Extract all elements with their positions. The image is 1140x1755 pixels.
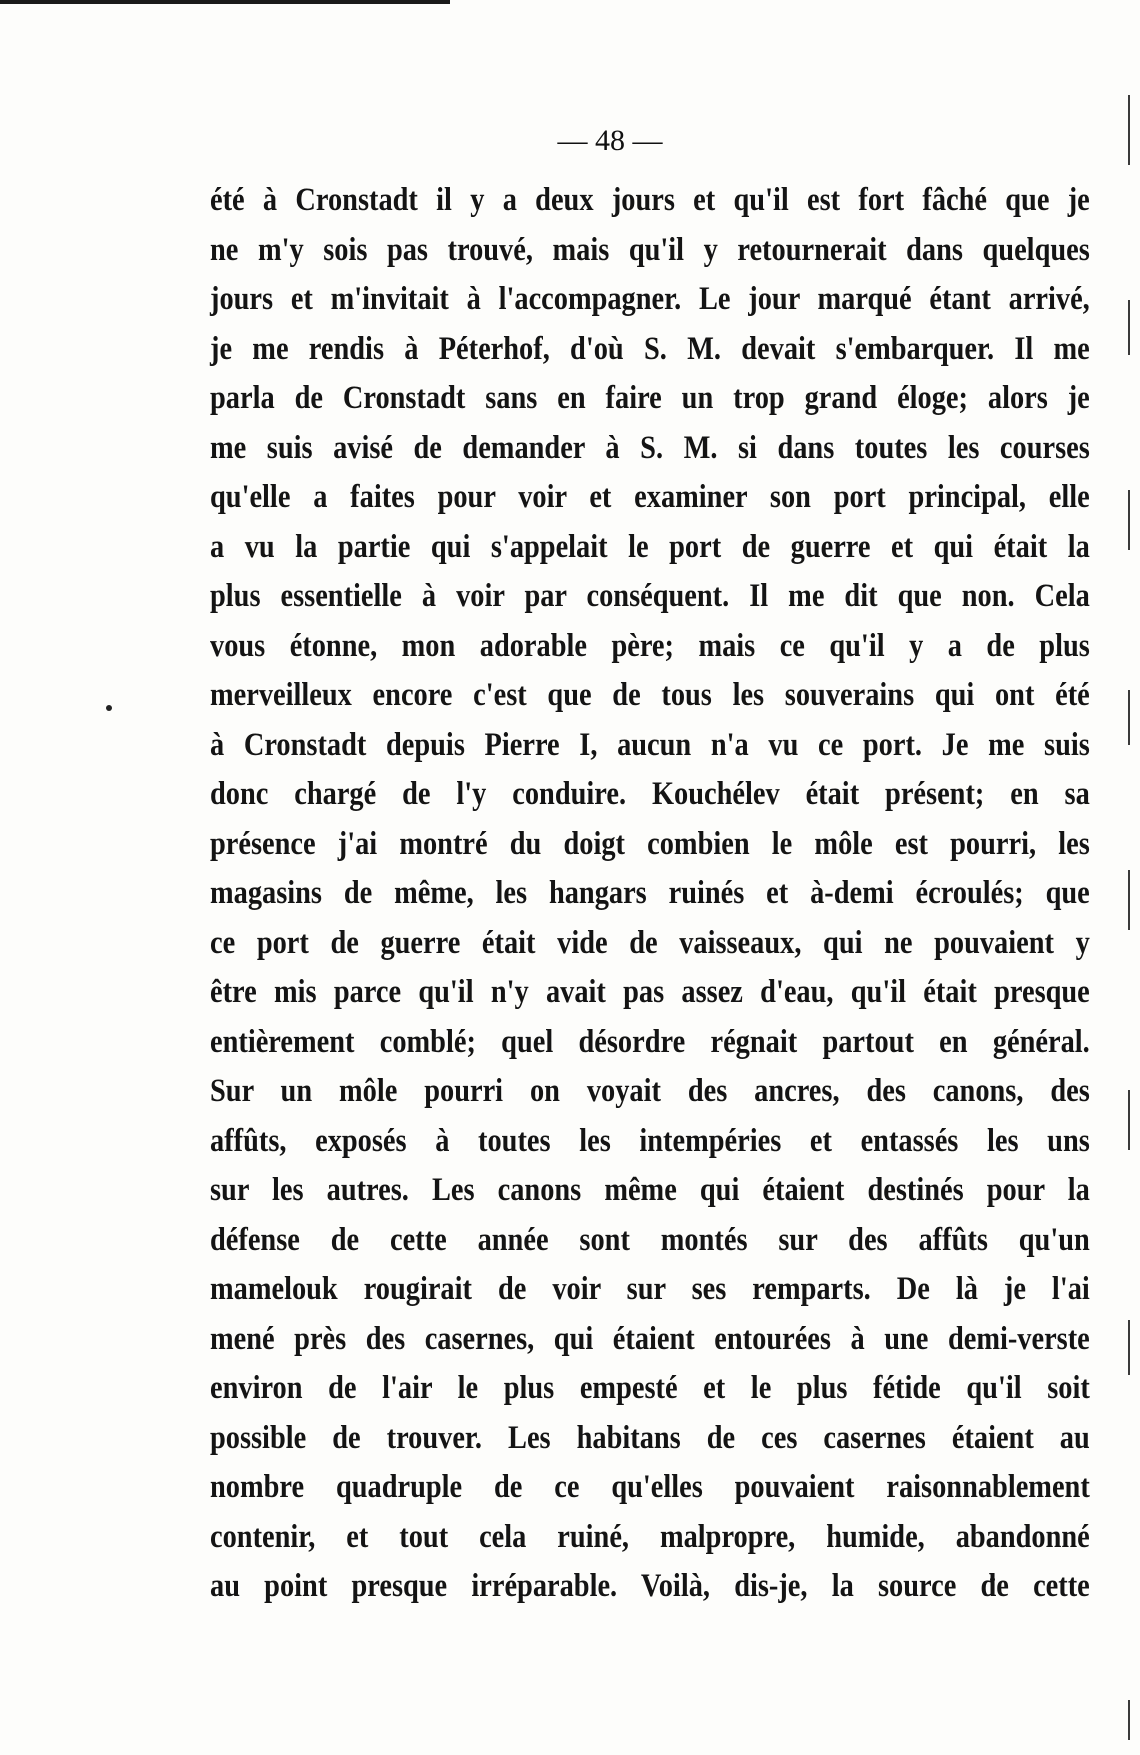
- text-line: contenir, et tout cela ruiné, malpropre, humide, abandonné: [210, 1518, 1090, 1555]
- text-line: donc chargé de l'y conduire. Kouchélev était présent; en sa: [210, 776, 1090, 812]
- text-line: mené près des casernes, qui étaient entourées à une demi-verste: [210, 1320, 1090, 1357]
- top-border-rule: [0, 0, 450, 4]
- text-line: à Cronstadt depuis Pierre I, aucun n'a vu ce port. Je me suis: [210, 726, 1090, 763]
- right-edge-mark: [1128, 300, 1130, 355]
- right-edge-mark: [1128, 690, 1130, 745]
- text-line: Sur un môle pourri on voyait des ancres, des canons, des: [210, 1073, 1090, 1109]
- text-line: environ de l'air le plus empesté et le plus fétide qu'il soit: [210, 1370, 1090, 1406]
- text-line: jours et m'invitait à l'accompagner. Le jour marqué étant arrivé,: [210, 281, 1090, 317]
- page-number: — 48 —: [557, 124, 663, 157]
- right-edge-mark: [1128, 870, 1130, 930]
- text-line: magasins de même, les hangars ruinés et à-demi écroulés; que: [210, 875, 1090, 911]
- text-line: parla de Cronstadt sans en faire un trop grand éloge; alors je: [210, 380, 1090, 416]
- text-line: ce port de guerre était vide de vaisseaux, qui ne pouvaient y: [210, 924, 1090, 961]
- text-line: a vu la partie qui s'appelait le port de guerre et qui était la: [210, 528, 1090, 565]
- text-line: ne m'y sois pas trouvé, mais qu'il y retournerait dans quelques: [210, 231, 1090, 268]
- text-line: qu'elle a faites pour voir et examiner son port principal, elle: [210, 479, 1090, 515]
- text-line: plus essentielle à voir par conséquent. Il me dit que non. Cela: [210, 578, 1090, 614]
- right-edge-mark: [1128, 1700, 1130, 1740]
- text-line: sur les autres. Les canons même qui étaient destinés pour la: [210, 1172, 1090, 1208]
- text-line: affûts, exposés à toutes les intempéries et entassés les uns: [210, 1122, 1090, 1159]
- body-text: [210, 176, 1090, 1612]
- text-line: été à Cronstadt il y a deux jours et qu'il est fort fâché que je: [210, 182, 1090, 218]
- text-line: nombre quadruple de ce qu'elles pouvaient raisonnablement: [210, 1469, 1090, 1505]
- text-line: défense de cette année sont montés sur des affûts qu'un: [210, 1221, 1090, 1258]
- right-edge-mark: [1128, 1090, 1130, 1150]
- text-line: présence j'ai montré du doigt combien le môle est pourri, les: [210, 825, 1090, 862]
- text-line: me suis avisé de demander à S. M. si dans toutes les courses: [210, 429, 1090, 466]
- text-line: vous étonne, mon adorable père; mais ce qu'il y a de plus: [210, 627, 1090, 664]
- right-edge-mark: [1128, 490, 1130, 550]
- text-line: je me rendis à Péterhof, d'où S. M. devait s'embarquer. Il me: [210, 330, 1090, 367]
- text-line: possible de trouver. Les habitans de ces casernes étaient au: [210, 1419, 1090, 1456]
- text-line: merveilleux encore c'est que de tous les souverains qui ont été: [210, 677, 1090, 713]
- right-edge-mark: [1128, 1320, 1130, 1375]
- text-line: mamelouk rougirait de voir sur ses remparts. De là je l'ai: [210, 1271, 1090, 1307]
- text-line: être mis parce qu'il n'y avait pas assez d'eau, qu'il était presque: [210, 974, 1090, 1010]
- ink-speck: [106, 705, 112, 711]
- text-line: entièrement comblé; quel désordre régnait partout en général.: [210, 1023, 1090, 1060]
- text-line: au point presque irréparable. Voilà, dis-je, la source de cette: [210, 1568, 1090, 1604]
